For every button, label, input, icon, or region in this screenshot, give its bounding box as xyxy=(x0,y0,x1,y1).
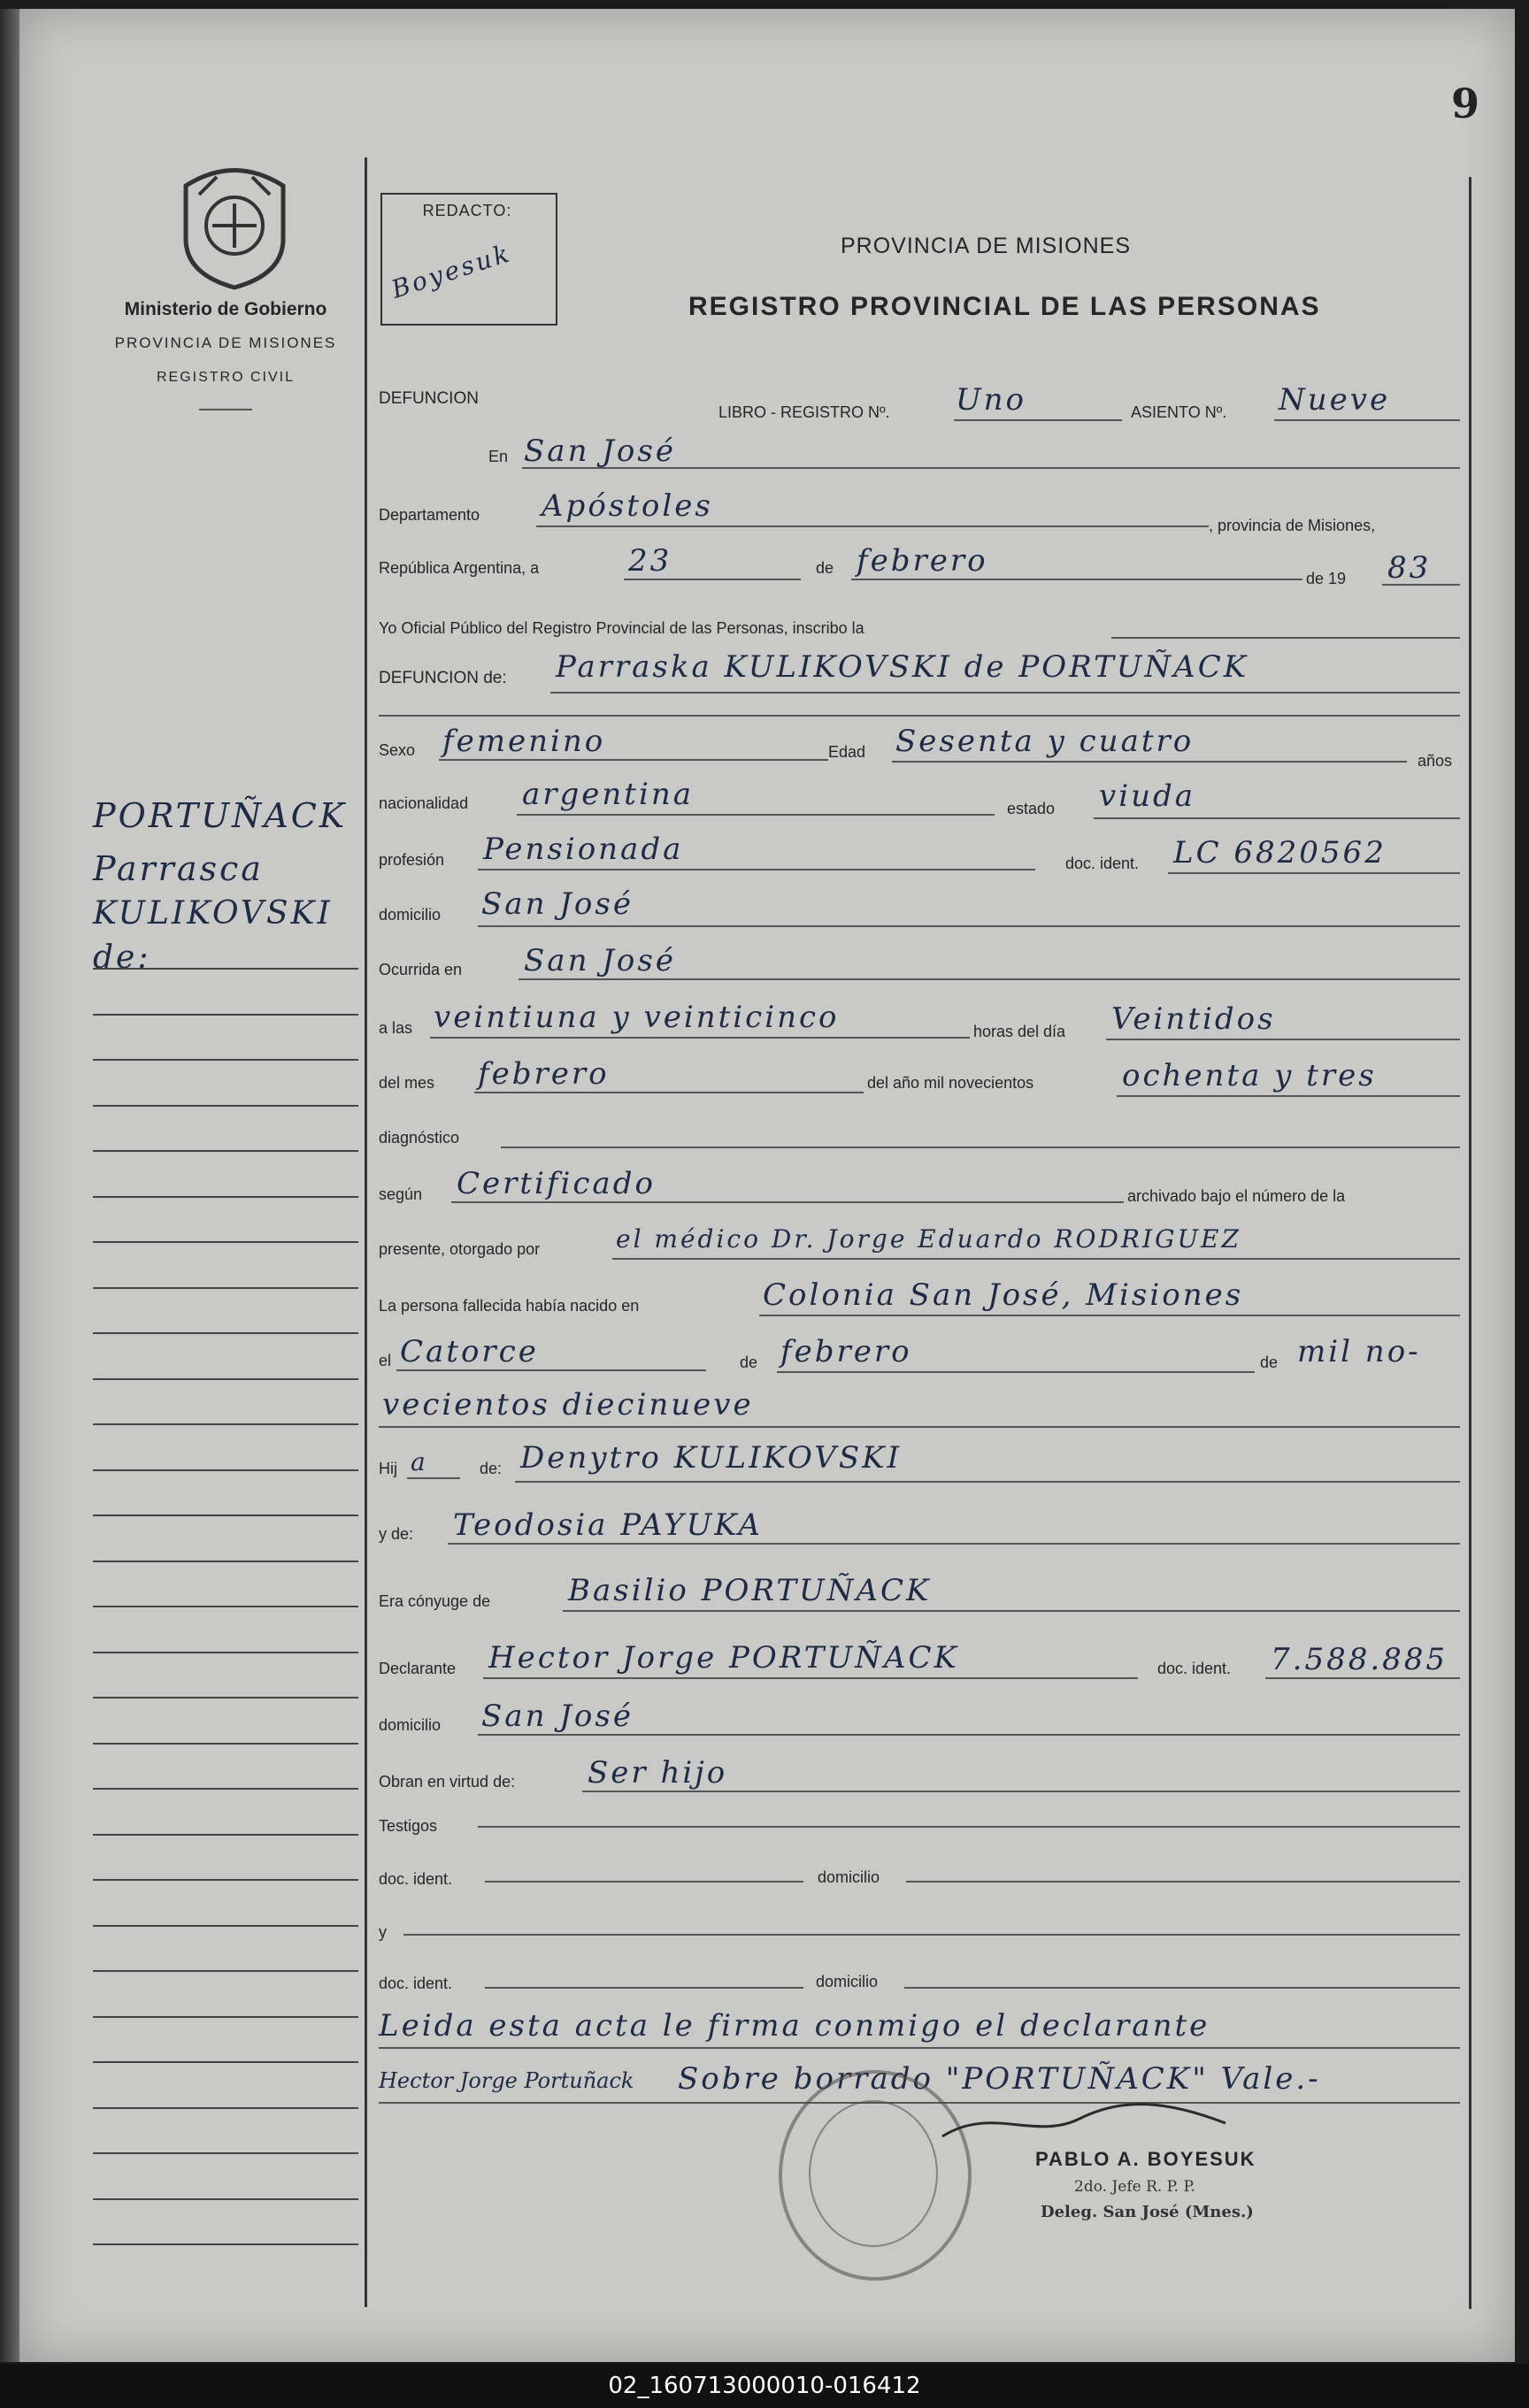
image-identifier: 02_160713000010-016412 xyxy=(608,2373,921,2399)
madre-line xyxy=(448,1543,1460,1545)
nacionalidad-line xyxy=(517,814,995,816)
de2-label: de xyxy=(740,1354,758,1371)
departamento-value: Apóstoles xyxy=(542,488,713,524)
header-registry: REGISTRO PROVINCIAL DE LAS PERSONAS xyxy=(688,292,1321,321)
doc-ident-value: LC 6820562 xyxy=(1173,835,1387,870)
mes-value: febrero xyxy=(857,543,988,579)
mes-line xyxy=(851,579,1302,580)
margin-ruled-line xyxy=(93,1287,358,1289)
del-anio-label: del año mil novecientos xyxy=(867,1074,1034,1092)
testigos-label: Testigos xyxy=(379,1817,438,1835)
ministry-province: PROVINCIA DE MISIONES xyxy=(114,334,337,351)
del-anio-line xyxy=(1117,1095,1460,1097)
t2-doc-line xyxy=(485,1987,803,1989)
de3-label: de xyxy=(1260,1354,1279,1371)
sexo-label: Sexo xyxy=(379,741,416,759)
t1-dom-line xyxy=(906,1881,1460,1883)
el-line xyxy=(396,1369,706,1371)
ocurrida-label: Ocurrida en xyxy=(379,961,463,978)
asiento-label: ASIENTO Nº. xyxy=(1131,403,1227,421)
margin-maiden-name: KULIKOVSKI xyxy=(93,895,333,932)
continuation-line xyxy=(379,1426,1460,1428)
declarante-signature: Hector Jorge Portuñack xyxy=(379,2068,634,2093)
declarante-line xyxy=(483,1677,1138,1679)
a-las-line xyxy=(430,1037,970,1039)
margin-ruled-line xyxy=(93,1925,358,1927)
defuncion-label: DEFUNCION xyxy=(379,389,479,408)
hij-de-label: de: xyxy=(480,1460,503,1477)
hij-line xyxy=(407,1477,460,1479)
del-mes-label: del mes xyxy=(379,1074,435,1092)
nacimiento-continuation: vecientos diecinueve xyxy=(382,1387,754,1423)
sobre-borrado-text: Sobre borrado "PORTUÑACK" Vale.- xyxy=(678,2061,1321,2097)
declarante-label: Declarante xyxy=(379,1660,457,1677)
margin-ruled-line xyxy=(93,1743,358,1745)
margin-ruled-line xyxy=(93,1241,358,1243)
t1-doc-line xyxy=(485,1881,803,1883)
margin-ruled-line xyxy=(93,2152,358,2154)
right-margin-rule xyxy=(1469,177,1471,2309)
margin-ruled-line xyxy=(93,1378,358,1380)
margin-ruled-line xyxy=(93,1788,358,1790)
defuncion-de-line xyxy=(550,692,1460,694)
libro-line xyxy=(954,419,1122,421)
estado-label: estado xyxy=(1007,800,1056,817)
edad-label: Edad xyxy=(828,743,866,761)
dia-value: 23 xyxy=(628,543,672,579)
anio-line xyxy=(1382,584,1460,586)
anos-label: años xyxy=(1418,752,1453,770)
t1-dom-label: domicilio xyxy=(818,1868,880,1886)
margin-ruled-line xyxy=(93,1150,358,1152)
redacto-signature: Boyesuk xyxy=(388,238,515,304)
dia-line xyxy=(624,579,801,580)
en-value: San José xyxy=(524,433,676,469)
margin-surname: PORTUÑACK xyxy=(93,796,348,835)
presente-line xyxy=(612,1258,1460,1260)
ministry-name: Ministerio de Gobierno xyxy=(124,299,327,319)
domicilio-value: San José xyxy=(481,886,634,922)
margin-ruled-line xyxy=(93,1105,358,1107)
horas-line xyxy=(1106,1039,1460,1040)
sexo-line xyxy=(439,759,828,761)
libro-label: LIBRO - REGISTRO Nº. xyxy=(718,403,890,421)
margin-ruled-line xyxy=(93,1469,358,1471)
left-margin-rule xyxy=(365,157,367,2307)
y-line xyxy=(403,1934,1460,1936)
domicilio-line xyxy=(478,925,1460,927)
decl-dom-line xyxy=(478,1734,1460,1736)
redacto-label: REDACTO: xyxy=(422,202,512,219)
horas-label: horas del día xyxy=(973,1023,1066,1040)
y-label: y xyxy=(379,1923,387,1941)
departamento-label: Departamento xyxy=(379,506,480,524)
y-de-label: y de: xyxy=(379,1525,414,1543)
segun-line xyxy=(451,1201,1124,1203)
obran-value: Ser hijo xyxy=(588,1755,728,1791)
margin-ruled-line xyxy=(93,1652,358,1653)
margin-ruled-line xyxy=(93,2061,358,2063)
del-mes-line xyxy=(474,1092,864,1093)
header-province: PROVINCIA DE MISIONES xyxy=(841,234,1132,258)
official-name: PABLO A. BOYESUK xyxy=(1035,2148,1256,2170)
edad-value: Sesenta y cuatro xyxy=(895,724,1195,759)
doc-ident-label: doc. ident. xyxy=(1065,855,1140,872)
diagnostico-line xyxy=(501,1146,1460,1148)
t2-dom-line xyxy=(904,1987,1460,1989)
ocurrida-value: San José xyxy=(524,943,676,978)
official-title: 2do. Jefe R. P. P. xyxy=(1074,2178,1195,2196)
madre-value: Teodosia PAYUKA xyxy=(453,1507,763,1543)
conyuge-line xyxy=(563,1610,1460,1612)
libro-value: Uno xyxy=(956,382,1027,418)
departamento-line xyxy=(536,525,1209,527)
oficial-text: Yo Oficial Público del Registro Provincial de las Personas, inscribo la xyxy=(379,619,864,637)
nacionalidad-label: nacionalidad xyxy=(379,794,469,812)
profesion-line xyxy=(478,869,1035,870)
domicilio-label: domicilio xyxy=(379,906,442,924)
diagnostico-label: diagnóstico xyxy=(379,1129,460,1146)
edad-line xyxy=(892,761,1407,763)
t2-doc-label: doc. ident. xyxy=(379,1975,453,1992)
margin-ruled-line xyxy=(93,1515,358,1516)
defuncion-de-line-2 xyxy=(379,715,1460,717)
presente-value: el médico Dr. Jorge Eduardo RODRIGUEZ xyxy=(616,1224,1241,1254)
margin-ruled-line xyxy=(93,2107,358,2109)
decl-doc-label: doc. ident. xyxy=(1157,1660,1232,1677)
el-label: el xyxy=(379,1352,392,1369)
nacido-label: La persona fallecida había nacido en xyxy=(379,1297,640,1315)
profesion-label: profesión xyxy=(379,851,445,869)
margin-ruled-line xyxy=(93,1196,358,1198)
republica-label: República Argentina, a xyxy=(379,559,540,577)
profesion-value: Pensionada xyxy=(483,832,684,867)
del-anio-value: ochenta y tres xyxy=(1122,1058,1377,1093)
margin-de: de: xyxy=(93,939,151,976)
margin-ruled-line xyxy=(93,1697,358,1699)
margin-ruled-line xyxy=(93,1561,358,1562)
ministry-registry: REGISTRO CIVIL xyxy=(156,370,296,385)
estado-line xyxy=(1094,817,1460,819)
defuncion-de-label: DEFUNCION de: xyxy=(379,669,507,687)
declarante-value: Hector Jorge PORTUÑACK xyxy=(488,1640,959,1676)
nacido-line xyxy=(759,1315,1460,1316)
margin-ruled-line xyxy=(93,1332,358,1334)
segun-value: Certificado xyxy=(457,1166,656,1201)
padre-value: Denytro KULIKOVSKI xyxy=(520,1440,902,1476)
en-line xyxy=(522,467,1460,469)
decl-doc-value: 7.588.885 xyxy=(1271,1642,1448,1677)
anio-value: 83 xyxy=(1387,550,1432,586)
margin-ruled-line xyxy=(93,1834,358,1836)
asiento-line xyxy=(1274,419,1460,421)
nacionalidad-value: argentina xyxy=(522,777,695,812)
padre-line xyxy=(515,1481,1460,1483)
testigos-line xyxy=(478,1826,1460,1828)
horas-value: Veintidos xyxy=(1111,1001,1276,1037)
archivado-text: archivado bajo el número de la xyxy=(1127,1187,1346,1205)
conyuge-label: Era cónyuge de xyxy=(379,1592,491,1610)
decl-doc-line xyxy=(1265,1677,1460,1679)
ocurrida-line xyxy=(519,978,1460,980)
coat-of-arms-icon xyxy=(177,159,292,292)
official-signature-scribble xyxy=(938,2097,1230,2150)
de2-value: febrero xyxy=(780,1334,912,1369)
margin-ruled-line xyxy=(93,968,358,970)
a-las-value: veintiuna y veinticinco xyxy=(434,1000,840,1035)
de2-line xyxy=(777,1371,1255,1373)
book-spine xyxy=(0,9,19,2362)
el-value: Catorce xyxy=(400,1334,539,1369)
decl-dom-label: domicilio xyxy=(379,1716,442,1734)
obran-line xyxy=(582,1791,1460,1792)
t1-doc-label: doc. ident. xyxy=(379,1870,453,1888)
provincia-text: , provincia de Misiones, xyxy=(1209,517,1376,534)
anio-label: de 19 xyxy=(1306,570,1347,587)
official-office: Deleg. San José (Mnes.) xyxy=(1041,2203,1254,2221)
sexo-value: femenino xyxy=(442,724,606,759)
margin-given-name: Parrasca xyxy=(93,849,264,888)
del-mes-value: febrero xyxy=(478,1056,610,1092)
estado-value: viuda xyxy=(1099,778,1196,814)
margin-ruled-line xyxy=(93,2198,358,2200)
asiento-value: Nueve xyxy=(1279,382,1391,418)
page-number: 9 xyxy=(1451,80,1480,127)
margin-ruled-line xyxy=(93,1606,358,1607)
decl-dom-value: San José xyxy=(481,1699,634,1734)
conyuge-value: Basilio PORTUÑACK xyxy=(568,1573,932,1608)
margin-ruled-line xyxy=(93,1970,358,1972)
segun-label: según xyxy=(379,1185,423,1203)
defuncion-de-value: Parraska KULIKOVSKI de PORTUÑACK xyxy=(556,649,1249,685)
margin-ruled-line xyxy=(93,1879,358,1881)
t2-dom-label: domicilio xyxy=(816,1973,879,1990)
oficial-line xyxy=(1111,637,1460,639)
doc-ident-line xyxy=(1168,872,1460,874)
margin-ruled-line xyxy=(93,1423,358,1425)
en-label: En xyxy=(488,448,509,465)
margin-ruled-line xyxy=(93,1059,358,1061)
hij-label: Hij xyxy=(379,1460,397,1477)
leida-line xyxy=(379,2047,1460,2049)
obran-label: Obran en virtud de: xyxy=(379,1773,516,1791)
presente-label: presente, otorgado por xyxy=(379,1240,541,1258)
de3-value: mil no- xyxy=(1297,1334,1421,1369)
leida-text: Leida esta acta le firma conmigo el declarante xyxy=(379,2008,1210,2044)
a-las-label: a las xyxy=(379,1019,413,1037)
margin-ruled-line xyxy=(93,2016,358,2018)
de-label: de xyxy=(816,559,834,577)
ministry-underline xyxy=(199,409,252,410)
nacido-value: Colonia San José, Misiones xyxy=(763,1277,1244,1313)
hij-value: a xyxy=(411,1447,428,1476)
margin-ruled-line xyxy=(93,1014,358,1016)
margin-ruled-line xyxy=(93,2243,358,2245)
